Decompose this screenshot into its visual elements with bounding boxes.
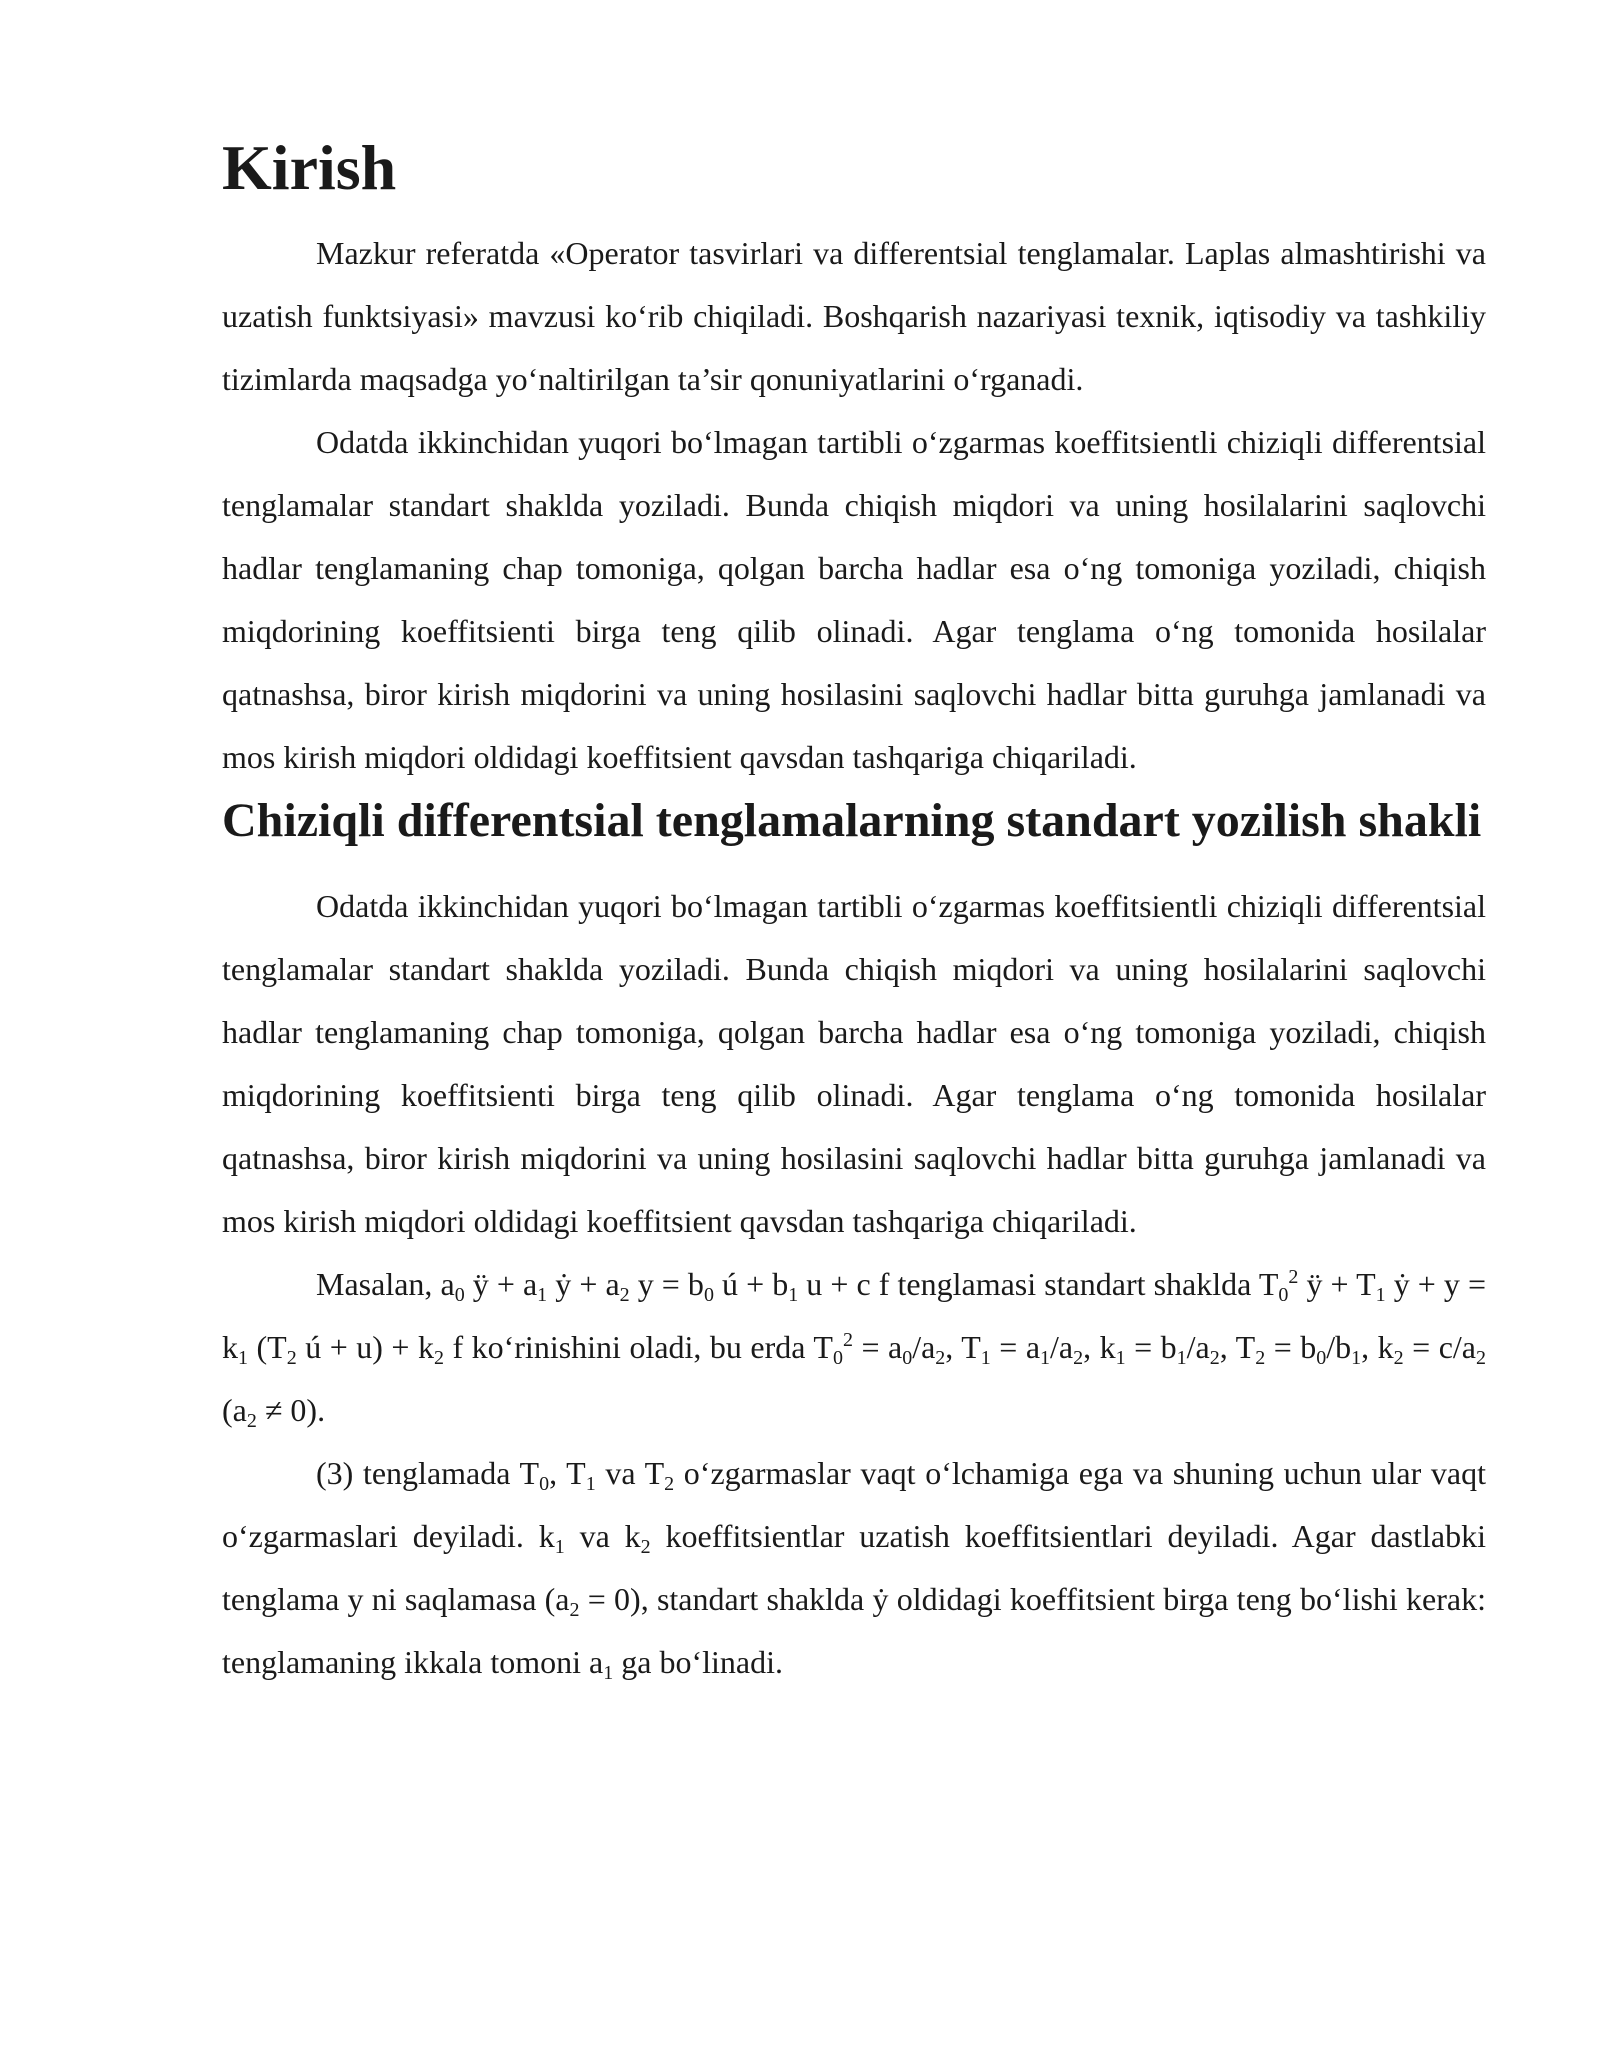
- heading-section-standard-form: Chiziqli differentsial tenglamalarning standart yozilish shakli: [222, 794, 1482, 847]
- document-page: [222, 132, 1487, 1694]
- paragraph-example-equation: Masalan, $a_0$ ÿ + $a_1$ ẏ + $a_2$ $y = b_0$ ú + $b_1$ u + c f tenglamasi standart shaklda $T_0^2$ ÿ + $T_1$ ẏ + $y = k_1$ ($T_2$ ú + $u) + k_2$ f ko‘rinishini oladi, bu erda $T_0^2 = a_0/a_2$, $T_1 = a_1/a_2$, $k_1 = b_1/a_2$, $T_2 = b_0/b_1$, $k_2 = c/a_2$ $(a_2 \ne 0)$.: [222, 1266, 1487, 1432]
- paragraph-standard-form-2: Odatda ikkinchidan yuqori bo‘lmagan tartibli o‘zgarmas koeffitsientli chiziqli differentsial tenglamalar standart shaklda yoziladi. Bunda chiqish miqdori va uning hosilalarini saqlovchi hadlar tenglamaning chap tomoniga, qolgan barcha hadlar esa o‘ng tomoniga yoziladi, chiqish miqdorining koeffitsienti birga teng qilib olinadi. Agar tenglama o‘ng tomonida hosilalar qatnashsa, biror kirish miqdorini va uning hosilasini saqlovchi hadlar bitta guruhga jamlanadi va mos kirish miqdori oldidagi koeffitsient qavsdan tashqariga chiqariladi.: [222, 888, 1486, 1239]
- heading-intro: Kirish: [222, 132, 397, 203]
- paragraph-intro: Mazkur referatda «Operator tasvirlari va differentsial tenglamalar. Laplas almashtirishi va uzatish funktsiyasi» mavzusi ko‘rib chiqiladi. Boshqarish nazariyasi texnik, iqtisodiy va tashkiliy tizimlarda maqsadga yo‘naltirilgan ta’sir qonuniyatlarini o‘rganadi.: [222, 235, 1486, 397]
- paragraph-standard-form-1: Odatda ikkinchidan yuqori bo‘lmagan tartibli o‘zgarmas koeffitsientli chiziqli differentsial tenglamalar standart shaklda yoziladi. Bunda chiqish miqdori va uning hosilalarini saqlovchi hadlar tenglamaning chap tomoniga, qolgan barcha hadlar esa o‘ng tomoniga yoziladi, chiqish miqdorining koeffitsienti birga teng qilib olinadi. Agar tenglama o‘ng tomonida hosilalar qatnashsa, biror kirish miqdorini va uning hosilasini saqlovchi hadlar bitta guruhga jamlanadi va mos kirish miqdori oldidagi koeffitsient qavsdan tashqariga chiqariladi.: [222, 424, 1486, 775]
- paragraph-time-constants: (3) tenglamada $T_0$, $T_1$ va $T_2$ o‘zgarmaslar vaqt o‘lchamiga ega va shuning uchun ular vaqt o‘zgarmaslari deyiladi. $k_1$ va $k_2$ koeffitsientlar uzatish koeffitsientlari deyiladi. Agar dastlabki tenglama y ni saqlamasa $(a_2 = 0)$, standart shaklda ẏ oldidagi koeffitsient birga teng bo‘lishi kerak: tenglamaning ikkala tomoni $a_1$ ga bo‘linadi.: [222, 1455, 1487, 1684]
